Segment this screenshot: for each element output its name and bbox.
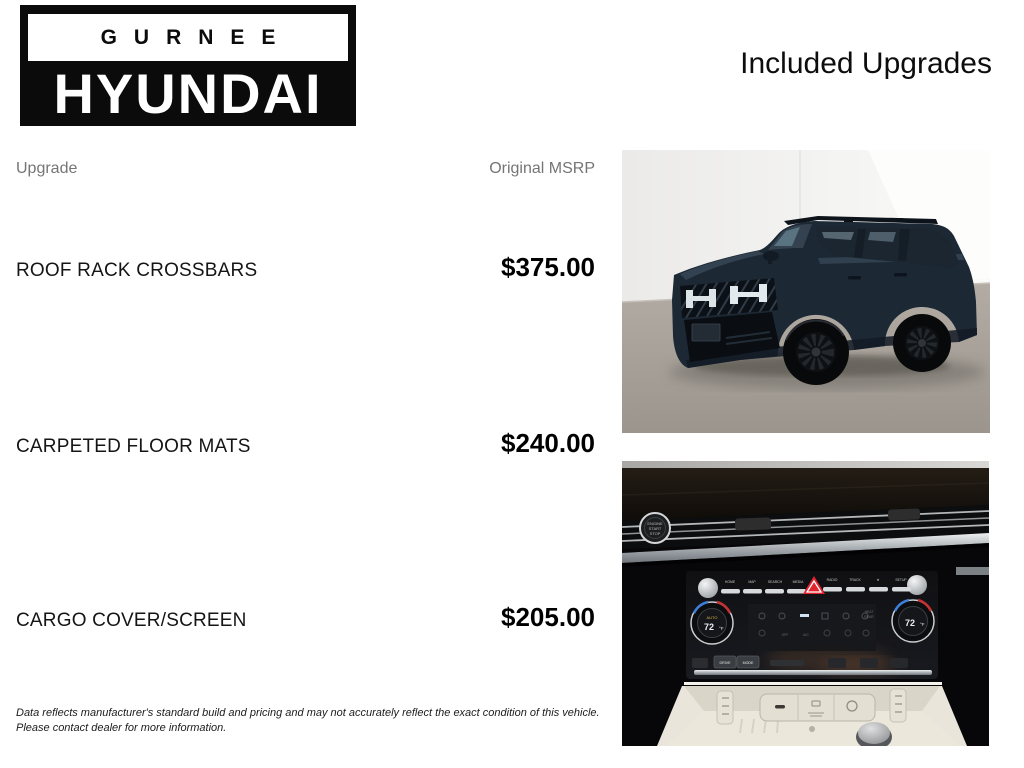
svg-text:DRIVE: DRIVE xyxy=(719,661,731,665)
upgrade-price: $375.00 xyxy=(501,252,595,282)
temp-knob-right xyxy=(892,600,934,642)
suv-illustration xyxy=(622,150,990,433)
svg-text:A/C: A/C xyxy=(803,633,809,637)
front-wheel xyxy=(783,319,849,385)
svg-text:ENGINE: ENGINE xyxy=(647,521,663,526)
svg-text:OFF: OFF xyxy=(781,633,789,637)
door-trim xyxy=(956,567,989,575)
svg-text:★: ★ xyxy=(876,578,880,582)
console-switch-right xyxy=(890,689,906,722)
console-detail xyxy=(809,726,815,732)
dealer-logo xyxy=(20,5,356,126)
svg-text:TRACK: TRACK xyxy=(849,578,861,582)
svg-text:RADIO: RADIO xyxy=(826,578,838,582)
active-mode-icon xyxy=(800,614,809,617)
upgrade-price: $240.00 xyxy=(501,428,595,458)
exterior-photo xyxy=(622,150,990,433)
column-header-msrp: Original MSRP xyxy=(489,160,595,177)
svg-text:72: 72 xyxy=(703,622,715,632)
svg-text:MODE: MODE xyxy=(742,661,754,665)
table-header xyxy=(16,160,595,178)
console-switch-left xyxy=(717,691,733,724)
svg-text:STOP: STOP xyxy=(649,531,661,536)
tune-knob xyxy=(907,575,927,595)
center-stack-panel xyxy=(686,571,938,679)
temp-knob-left xyxy=(691,602,733,644)
svg-text:°F: °F xyxy=(920,622,925,627)
disclaimer-line-2: Please contact dealer for more information. xyxy=(16,721,227,734)
svg-text:MEDIA: MEDIA xyxy=(792,580,804,584)
logo-gurnee-bar xyxy=(28,14,348,61)
upgrade-name: ROOF RACK CROSSBARS xyxy=(16,260,258,281)
engine-start-button xyxy=(640,513,670,543)
interior-photo xyxy=(622,461,989,746)
panel-chrome-bar xyxy=(694,670,932,675)
svg-text:MAP: MAP xyxy=(748,580,756,584)
logo-hyundai-text: HYUNDAI xyxy=(53,62,323,125)
svg-text:HEAT: HEAT xyxy=(864,610,874,614)
console-illustration xyxy=(622,461,989,746)
rear-wheel xyxy=(893,314,951,372)
upgrade-name: CARPETED FLOOR MATS xyxy=(16,436,251,457)
svg-text:SEARCH: SEARCH xyxy=(767,580,783,584)
svg-text:°F: °F xyxy=(719,626,724,631)
license-plate xyxy=(692,324,720,341)
svg-text:REAR: REAR xyxy=(864,615,874,619)
upgrade-row xyxy=(16,602,595,633)
upgrade-row xyxy=(16,252,595,283)
svg-text:AUTO: AUTO xyxy=(706,615,718,620)
upgrade-row xyxy=(16,428,595,459)
upgrade-price: $205.00 xyxy=(501,602,595,632)
disclaimer xyxy=(16,706,626,736)
lower-console xyxy=(657,682,967,746)
svg-text:72: 72 xyxy=(904,618,916,628)
windshield-band xyxy=(622,461,989,468)
svg-text:SETUP: SETUP xyxy=(895,578,907,582)
usb-panel xyxy=(760,694,875,721)
column-header-upgrade: Upgrade xyxy=(16,160,78,177)
volume-knob xyxy=(698,578,718,598)
logo-gurnee-text: GURNEE xyxy=(100,25,293,49)
svg-text:START: START xyxy=(648,526,662,531)
page-title: Included Upgrades xyxy=(740,47,992,80)
disclaimer-line-1: Data reflects manufacturer's standard build and pricing and may not accurately reflect the exact condition of this vehicle. xyxy=(16,707,600,719)
svg-text:HOME: HOME xyxy=(724,580,736,584)
climate-touch-panel xyxy=(748,604,876,651)
upgrade-name: CARGO COVER/SCREEN xyxy=(16,610,247,631)
